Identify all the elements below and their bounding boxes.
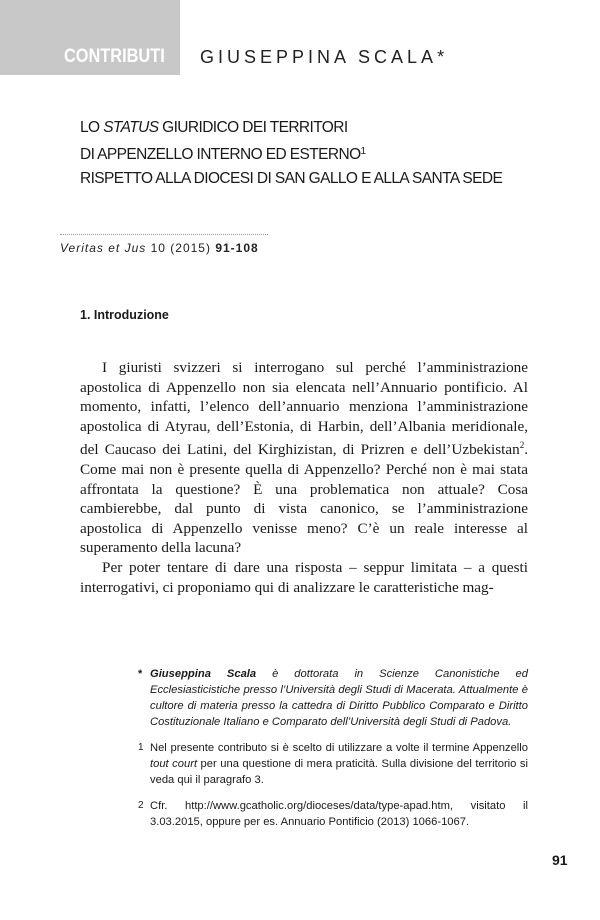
section-heading: 1. Introduzione <box>80 308 169 322</box>
title-footnote-ref[interactable]: 1 <box>360 146 367 157</box>
footnote-mark: 1 <box>138 742 144 753</box>
paragraph: I giuristi svizzeri si interrogano sul perché l’amministrazione apostolica di Appenzello non sia elencata nell’Annuario pontificio. Al momento, infatti, l’elenco dell’annuario menziona l’amministrazione apostolica di Atyrau, dell’Estonia, di Harbin, dell’Albania meridionale, del Caucaso dei Latini, del Kirghizistan, di Prizren e dell’Uzbekistan$^2$. Come mai non è presente quella di Appenzello? Perché non è mai stata affrontata la questione? È una problematica non attuale? Cosa cambierebbe, dal punto di vista canonico, se l’amministrazione apostolica di Appenzello venisse meno? C’è un reale interesse al superamento della lacuna? <box>80 359 528 557</box>
footnote-mark: 2 <box>138 800 144 811</box>
title-italic: STATUS <box>103 119 159 136</box>
footnotes <box>138 666 528 840</box>
paragraph: Per poter tentare di dare una risposta – seppur limitata – a questi interrogativi, ci proponiamo qui di analizzare le caratteristiche mag- <box>80 558 528 596</box>
page-number: 91 <box>552 852 568 868</box>
journal-name: Veritas et Jus <box>60 241 147 255</box>
divider <box>60 234 268 235</box>
title-line-1: LO STATUS GIURIDICO DEI TERRITORI <box>80 119 348 136</box>
body-text <box>80 358 528 597</box>
footnote-mark: * <box>138 668 143 680</box>
title-line-3: RISPETTO ALLA DIOCESI DI SAN GALLO E ALLA SANTA SEDE <box>80 170 503 187</box>
footnote-2-text: Cfr. http://www.gcatholic.org/dioceses/data/type-apad.htm, visitato il 3.03.2015, oppure per es. Annuario Pontificio (2013) 1066-1067. <box>150 800 528 828</box>
article-title <box>80 116 560 191</box>
journal-pages: 91-108 <box>215 241 259 255</box>
title-line-2: DI APPENZELLO INTERNO ED ESTERNO$^1$ <box>80 146 367 163</box>
section-label: CONTRIBUTI <box>64 46 165 67</box>
footnote-author: * Giuseppina Scala è dottorata in Scienze Canonistiche ed Ecclesiasticistiche presso l’Università degli Studi di Macerata. Attualmente è cultore di materia presso la cattedra di Diritto Pubblico Comparato e Diritto Costituzionale Italiano e Comparato dell’Università degli Studi di Padova. <box>138 668 528 728</box>
author-name: GIUSEPPINA SCALA* <box>200 47 449 67</box>
footnote-1: 1 Nel presente contributo si è scelto di utilizzare a volte il termine Appenzello tout court per una questione di mera praticità. Sulla divisione del territorio si veda qui il paragrafo 3. <box>138 742 528 786</box>
footnote-ref[interactable]: 2 <box>519 440 525 451</box>
journal-citation <box>60 241 259 255</box>
journal-issue: 10 (2015) <box>146 241 216 255</box>
footnote-2 <box>138 798 528 830</box>
